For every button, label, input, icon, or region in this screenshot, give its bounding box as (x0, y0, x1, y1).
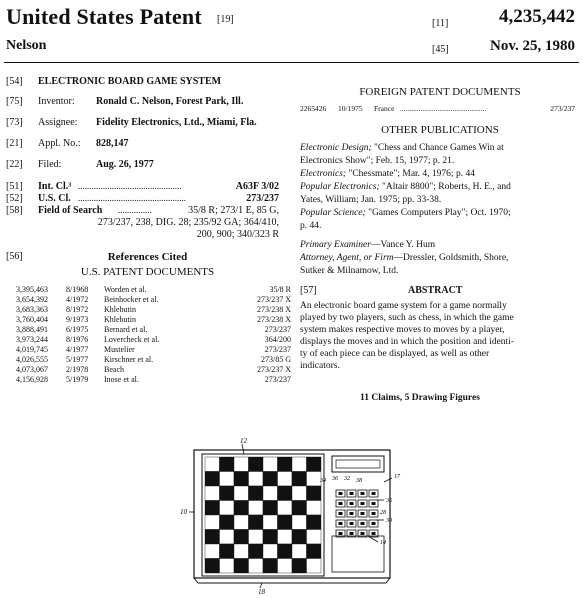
board-square (307, 457, 322, 472)
attorney-label: Attorney, Agent, or Firm (300, 253, 394, 263)
ref-name: Beach (104, 365, 124, 374)
keypad-key-symbol (350, 532, 354, 535)
ref-label-14: 14 (380, 540, 386, 546)
appl-no-code: [21] (6, 138, 23, 149)
board-square (234, 501, 249, 516)
board-square (307, 472, 322, 487)
ref-name: Lovercheck et al. (104, 335, 160, 344)
table-row (16, 325, 291, 335)
chessboard-squares (205, 457, 321, 573)
abstract-line: ty of each piece can be displayed, as well as other (300, 349, 490, 359)
field-line-1: 35/8 R; 273/1 E, 85 G, (188, 205, 279, 216)
keypad-key-symbol (339, 522, 343, 525)
board-square (234, 515, 249, 530)
board-square (292, 544, 307, 559)
ref-date: 4/1977 (66, 345, 89, 354)
board-square (307, 530, 322, 545)
board-square (278, 501, 293, 516)
table-row (16, 285, 291, 295)
board-square (278, 530, 293, 545)
appl-no-value: 828,147 (96, 138, 129, 149)
board-square (278, 515, 293, 530)
ref-label-30: 30 (386, 518, 392, 524)
ref-number: 4,073,067 (16, 365, 48, 374)
board-square (220, 530, 235, 545)
publication-line: Yates, William; Jan. 1975; pp. 33-38. (300, 195, 442, 205)
ref-label-12: 12 (240, 437, 247, 445)
int-cl-label: Int. Cl.³ (38, 181, 72, 192)
attorney-line-2: Sutker & Milnamow, Ltd. (300, 266, 399, 276)
ref-class: 273/237 (264, 345, 291, 354)
keypad-key-symbol (361, 522, 365, 525)
patent-date: Nov. 25, 1980 (489, 38, 575, 54)
table-row (16, 335, 291, 345)
board-square (205, 486, 220, 501)
ref-class: 35/8 R (269, 285, 291, 294)
other-publications-heading: OTHER PUBLICATIONS (381, 124, 499, 136)
title-field-code: [54] (6, 76, 23, 87)
references-heading: References Cited (107, 251, 188, 263)
int-cl-dots: .............................................. (78, 181, 182, 191)
board-square (205, 530, 220, 545)
table-row (16, 375, 291, 385)
ref-name: Khlebutin (104, 315, 136, 324)
keypad-key-symbol (350, 522, 354, 525)
filed-label: Filed: (38, 159, 62, 170)
board-square (307, 544, 322, 559)
ref-class: 273/237 (264, 375, 291, 384)
board-square (307, 515, 322, 530)
keypad-key-symbol (339, 532, 343, 535)
number-code: [11] (432, 18, 449, 29)
table-row (16, 355, 291, 365)
table-row (16, 365, 291, 375)
table-row (16, 315, 291, 325)
keypad-key-symbol (339, 512, 343, 515)
ref-number: 4,156,928 (16, 375, 48, 384)
publication-line: Electronics; "Chessmate"; Mar. 4, 1976; p. 44 (300, 169, 475, 179)
ref-number: 3,395,463 (16, 285, 48, 294)
filed-code: [22] (6, 159, 23, 170)
board-square (234, 544, 249, 559)
keypad-key-symbol (372, 512, 376, 515)
inventor-surname: Nelson (6, 38, 47, 53)
display-inner (336, 460, 380, 468)
abstract-line: system makes respective moves to moves by a player, (300, 325, 505, 335)
date-code: [45] (432, 44, 449, 55)
ref-date: 9/1973 (66, 315, 89, 324)
abstract-line: indicators. (300, 361, 340, 371)
board-square (249, 559, 264, 574)
board-square (220, 457, 235, 472)
board-square (278, 472, 293, 487)
board-square (205, 544, 220, 559)
keypad-key-symbol (372, 502, 376, 505)
table-row (16, 345, 291, 355)
patent-number: 4,235,442 (499, 6, 575, 27)
board-square (234, 486, 249, 501)
keypad-key-symbol (350, 492, 354, 495)
ref-date: 6/1975 (66, 325, 89, 334)
board-square (220, 486, 235, 501)
publication-line: p. 44. (300, 221, 322, 231)
keypad-key-symbol (350, 512, 354, 515)
keypad-key-symbol (361, 492, 365, 495)
ref-number: 3,760,404 (16, 315, 48, 324)
inventor-label: Inventor: (38, 96, 75, 107)
us-cl-dots: ................................................ (78, 193, 186, 203)
ref-label-18: 18 (258, 588, 265, 596)
ref-label-36: 36 (332, 476, 338, 482)
ref-name: Worden et al. (104, 285, 147, 294)
leader-line-12 (242, 444, 244, 454)
case-foot-right (386, 578, 390, 583)
ref-number: 3,654,392 (16, 295, 48, 304)
ref-date: 8/1972 (66, 305, 89, 314)
publication-line: Electronics Show"; Feb. 15, 1977; p. 21. (300, 156, 455, 166)
ref-class: 273/237 X (257, 365, 291, 374)
appl-no-label: Appl. No.: (38, 138, 81, 149)
ref-name: Mustelier (104, 345, 135, 354)
case-foot-left (194, 578, 198, 583)
ref-name: Khlebutin (104, 305, 136, 314)
board-square (249, 457, 264, 472)
keypad-key-symbol (339, 502, 343, 505)
us-cl-label: U.S. Cl. (38, 193, 71, 204)
abstract-heading: ABSTRACT (408, 285, 463, 296)
board-square (278, 457, 293, 472)
attorney-value: —Dressler, Goldsmith, Shore, (393, 253, 509, 263)
ref-label-10: 10 (180, 508, 187, 516)
board-square (263, 515, 278, 530)
inventor-value: Ronald C. Nelson, Forest Park, Ill. (96, 96, 244, 107)
board-square (278, 559, 293, 574)
keypad-key-symbol (350, 502, 354, 505)
ref-number: 3,683,363 (16, 305, 48, 314)
board-square (205, 515, 220, 530)
board-square (249, 472, 264, 487)
ref-class: 273/237 X (257, 295, 291, 304)
board-square (263, 472, 278, 487)
attorney (300, 253, 508, 263)
board-square (205, 501, 220, 516)
field-code: [58] (6, 205, 23, 216)
us-cl-value: 273/237 (246, 193, 279, 204)
assignee-code: [73] (6, 117, 23, 128)
title-code: [19] (217, 14, 234, 25)
ref-date: 8/1976 (66, 335, 89, 344)
publication-line: Popular Electronics; "Altair 8800"; Roberts, H. E., and (300, 182, 511, 192)
abstract-line: played by two players, such as chess, in which the game (300, 313, 514, 323)
ref-date: 5/1977 (66, 355, 89, 364)
table-row (16, 295, 291, 305)
header-rule (4, 62, 579, 63)
keypad-key-symbol (339, 492, 343, 495)
foreign-dots: .............................................. (400, 104, 487, 113)
board-square (307, 486, 322, 501)
board-square (249, 486, 264, 501)
primary-examiner (300, 240, 435, 250)
ref-name: Beinhocker et al. (104, 295, 159, 304)
board-square (263, 530, 278, 545)
keypad-key-symbol (361, 532, 365, 535)
filed-value: Aug. 26, 1977 (96, 159, 154, 170)
board-square (263, 457, 278, 472)
board-square (292, 501, 307, 516)
ref-class: 273/237 (264, 325, 291, 334)
board-square (234, 530, 249, 545)
ref-label-17: 17 (394, 474, 400, 480)
ref-name: Bernard et al. (104, 325, 148, 334)
board-square (292, 457, 307, 472)
ref-class: 273/85 G (261, 355, 291, 364)
board-square (249, 501, 264, 516)
board-square (292, 559, 307, 574)
ref-name: Inose et al. (104, 375, 139, 384)
ref-class: 273/238 X (257, 315, 291, 324)
board-square (292, 515, 307, 530)
board-game-drawing (180, 436, 405, 596)
lower-panel (332, 536, 384, 572)
board-square (292, 486, 307, 501)
board-square (220, 559, 235, 574)
board-square (263, 559, 278, 574)
board-square (249, 530, 264, 545)
keypad-key-symbol (361, 512, 365, 515)
board-square (234, 457, 249, 472)
board-square (220, 515, 235, 530)
abstract-line: displays the moves and in which the position and identi- (300, 337, 514, 347)
inventor-code: [75] (6, 96, 23, 107)
assignee-label: Assignee: (38, 117, 78, 128)
foreign-number: 2265426 (300, 104, 327, 113)
ref-label-34: 34 (320, 478, 326, 484)
display-window (332, 456, 384, 472)
int-cl-value: A63F 3/02 (235, 181, 279, 192)
primary-examiner-value: —Vance Y. Hum (370, 240, 436, 250)
us-patent-documents-heading: U.S. PATENT DOCUMENTS (80, 266, 215, 278)
keypad (336, 490, 378, 537)
board-square (234, 472, 249, 487)
int-cl-code: [51] (6, 181, 23, 192)
board-square (249, 515, 264, 530)
board-square (249, 544, 264, 559)
keypad-key-symbol (361, 502, 365, 505)
board-square (292, 530, 307, 545)
ref-label-28: 28 (380, 510, 386, 516)
board-square (205, 457, 220, 472)
board-square (220, 544, 235, 559)
board-square (263, 501, 278, 516)
ref-class: 364/200 (264, 335, 291, 344)
ref-date: 4/1972 (66, 295, 89, 304)
keypad-key-symbol (372, 492, 376, 495)
invention-title: ELECTRONIC BOARD GAME SYSTEM (38, 76, 222, 87)
board-square (307, 501, 322, 516)
board-square (307, 559, 322, 574)
board-square (205, 472, 220, 487)
field-line-3: 200, 900; 340/323 R (196, 229, 279, 240)
primary-examiner-label: Primary Examiner (300, 240, 371, 250)
board-square (220, 501, 235, 516)
ref-label-32: 32 (344, 476, 350, 482)
us-cl-code: [52] (6, 193, 23, 204)
assignee-value: Fidelity Electronics, Ltd., Miami, Fla. (96, 117, 257, 128)
abstract-line: An electronic board game system for a game normally (300, 301, 507, 311)
ref-number: 3,973,244 (16, 335, 48, 344)
ref-date: 8/1968 (66, 285, 89, 294)
foreign-patent-heading: FOREIGN PATENT DOCUMENTS (359, 86, 521, 98)
claims-count: 11 Claims, 5 Drawing Figures (360, 393, 480, 403)
ref-date: 2/1978 (66, 365, 89, 374)
publication-line: Electronic Design; "Chess and Chance Games Win at (300, 143, 504, 153)
foreign-country: France (374, 104, 395, 113)
board-square (205, 559, 220, 574)
patent-office-title: United States Patent (6, 4, 202, 29)
abstract-code: [57] (300, 285, 317, 296)
leader-line-17 (384, 478, 392, 482)
board-square (263, 544, 278, 559)
foreign-date: 10/1975 (338, 104, 363, 113)
keypad-key-symbol (372, 522, 376, 525)
board-square (278, 544, 293, 559)
foreign-patent-row (300, 104, 575, 114)
table-row (16, 305, 291, 315)
references-code: [56] (6, 251, 23, 262)
field-dots: ............... (118, 205, 152, 215)
board-square (292, 472, 307, 487)
keypad-key-symbol (372, 532, 376, 535)
publication-line: Popular Science; "Games Computers Play"; Oct. 1970; (300, 208, 511, 218)
board-square (220, 472, 235, 487)
ref-label-35: 35 (386, 498, 392, 504)
ref-number: 4,019,745 (16, 345, 48, 354)
ref-date: 5/1979 (66, 375, 89, 384)
foreign-class: 273/237 (550, 104, 575, 113)
ref-name: Kirschner et al. (104, 355, 154, 364)
ref-number: 4,026,555 (16, 355, 48, 364)
ref-label-38: 38 (356, 478, 362, 484)
ref-number: 3,888,491 (16, 325, 48, 334)
field-label: Field of Search (38, 205, 103, 216)
board-square (278, 486, 293, 501)
board-square (234, 559, 249, 574)
field-line-2: 273/237, 238, DIG. 28; 235/92 GA; 364/410, (97, 217, 279, 228)
board-square (263, 486, 278, 501)
ref-class: 273/238 X (257, 305, 291, 314)
